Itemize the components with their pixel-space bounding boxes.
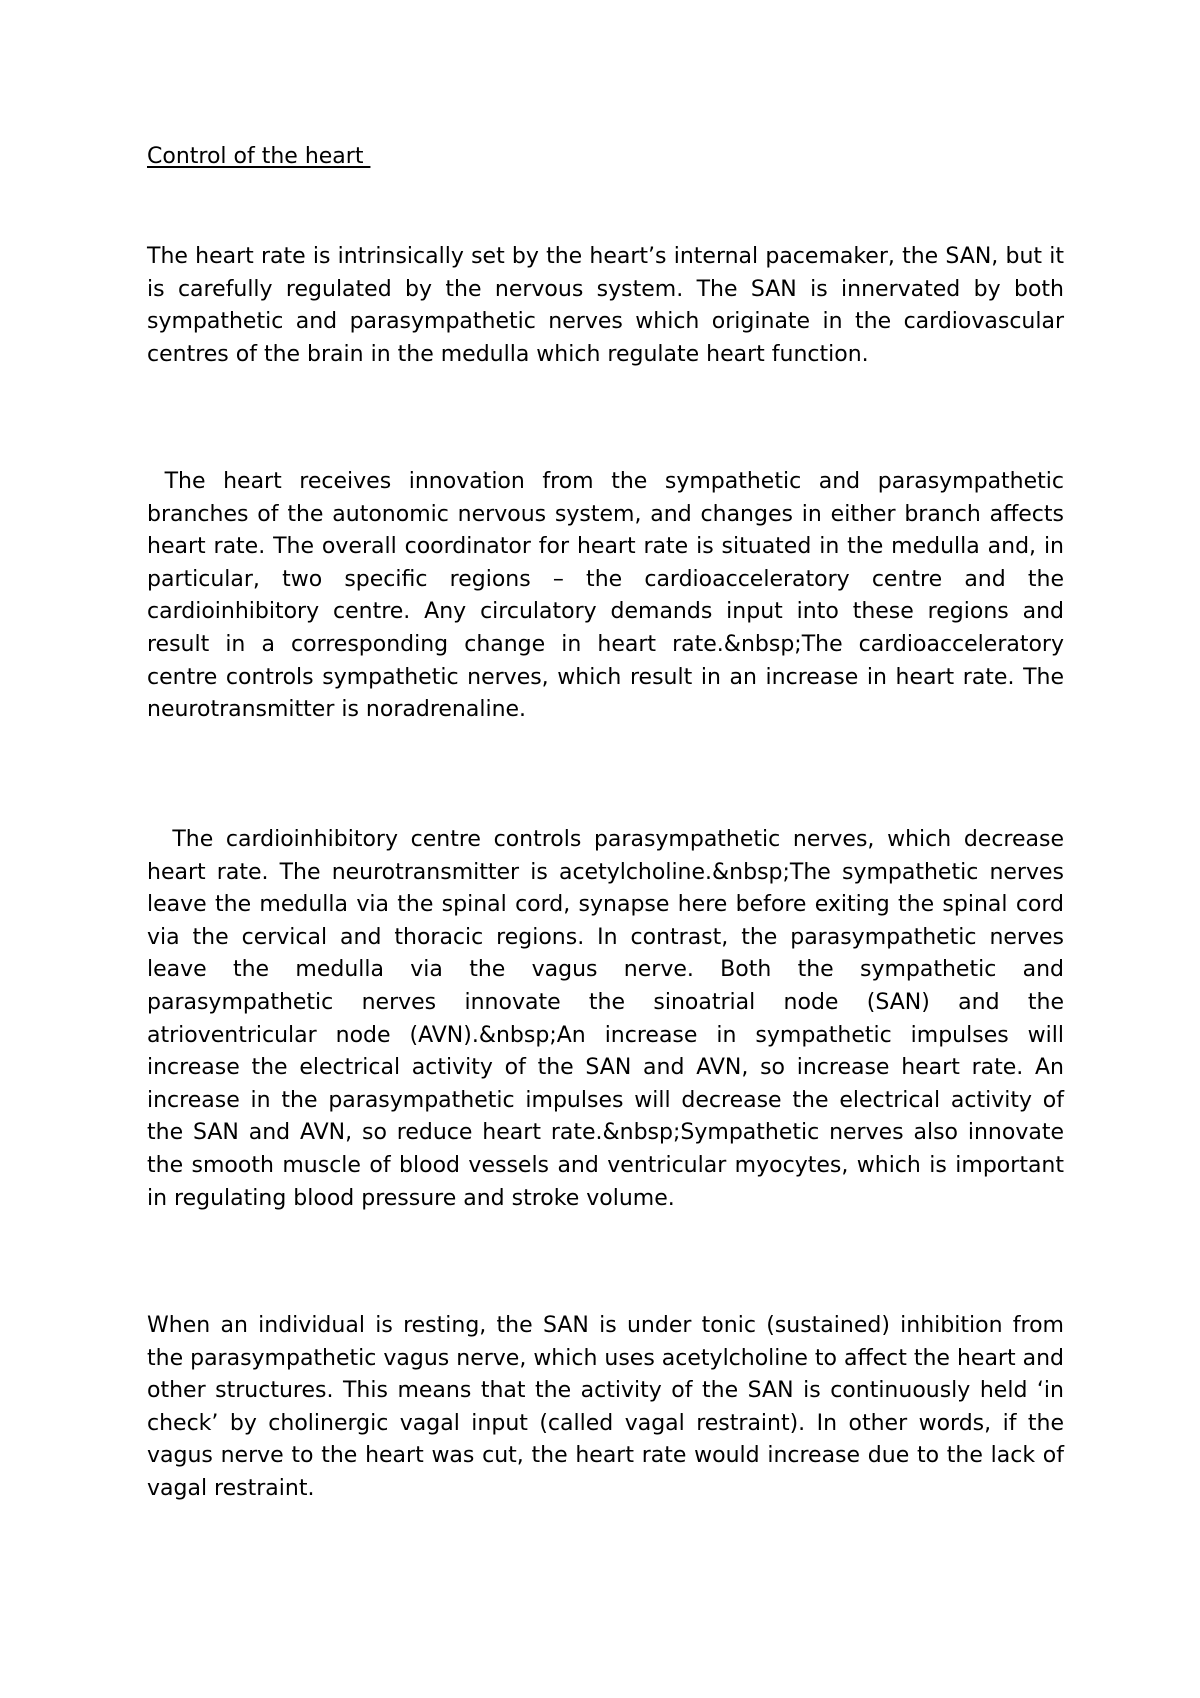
paragraph-intro: The heart rate is intrinsically set by the heart’s internal pacemaker, the SAN, but it is carefully regulated by the nervous system. The SAN is innervated by both sympathetic and parasympathetic nerves which originate in the cardiovascular centres of the brain in the medulla which regulate heart function.	[147, 244, 1071, 367]
paragraph-vagal-restraint: When an individual is resting, the SAN is under tonic (sustained) inhibition from the parasympathetic vagus nerve, which uses acetylcholine to affect the heart and other structures. This means that the activity of the SAN is continuously held ‘in check’ by cholinergic vagal input (called vagal restraint). In other words, if the vagus nerve to the heart was cut, the heart rate would increase due to the lack of vagal restraint.	[147, 1313, 1071, 1501]
paragraph-cardioinhibitory: The cardioinhibitory centre controls parasympathetic nerves, which decrease heart rate. The neurotransmitter is acetylcholine.&nbsp;The sympathetic nerves leave the medulla via the spinal cord, synapse here before exiting the spinal cord via the cervical and thoracic regions. In contrast, the parasympathetic nerves leave the medulla via the vagus nerve. Both the sympathetic and parasympathetic nerves innovate the sinoatrial node (SAN) and the atrioventricular node (AVN).&nbsp;An increase in sympathetic impulses will increase the electrical activity of the SAN and AVN, so increase heart rate. An increase in the parasympathetic impulses will decrease the electrical activity of the SAN and AVN, so reduce heart rate.&nbsp;Sympathetic nerves also innovate the smooth muscle of blood vessels and ventricular myocytes, which is important in regulating blood pressure and stroke volume.	[147, 827, 1071, 1211]
document-title: Control of the heart	[147, 144, 371, 169]
paragraph-innervation: The heart receives innovation from the sympathetic and parasympathetic branches of the autonomic nervous system, and changes in either branch affects heart rate. The overall coordinator for heart rate is situated in the medulla and, in particular, two specific regions – the cardioacceleratory centre and the cardioinhibitory centre. Any circulatory demands input into these regions and result in a corresponding change in heart rate.&nbsp;The cardioacceleratory centre controls sympathetic nerves, which result in an increase in heart rate. The neurotransmitter is noradrenaline.	[147, 469, 1071, 723]
